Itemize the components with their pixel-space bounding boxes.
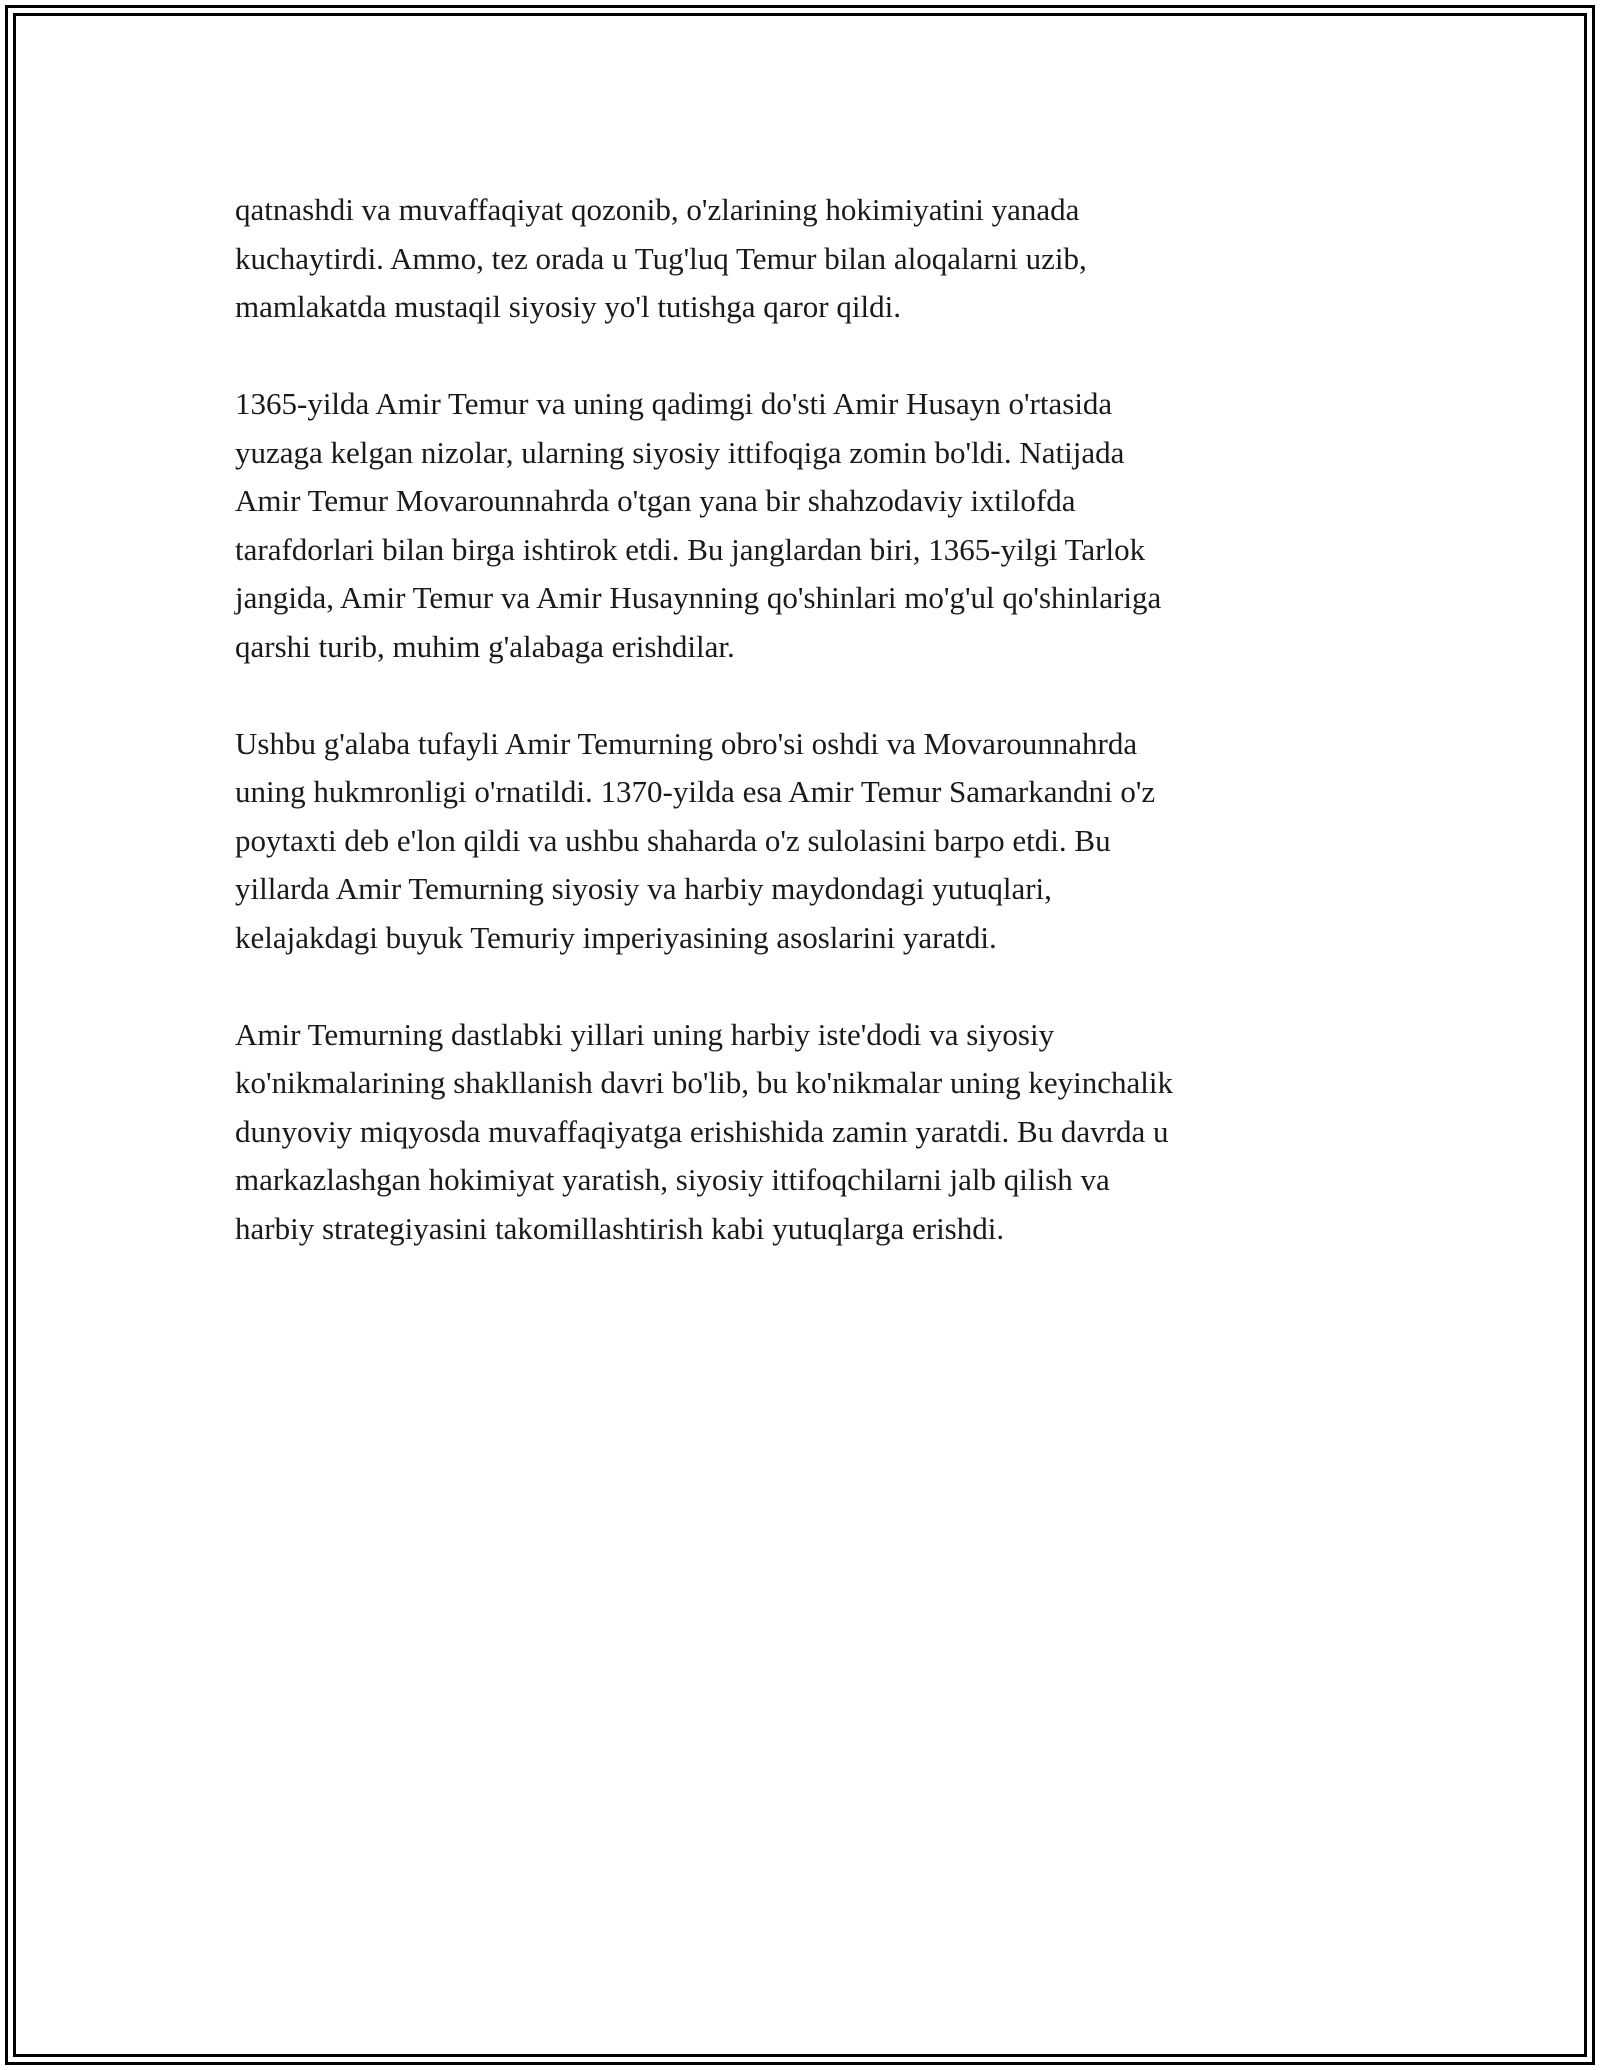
text-line: yuzaga kelgan nizolar, ularning siyosiy ittifoqiga zomin bo'ldi. Natijada: [235, 434, 1125, 470]
text-line: 1365-yilda Amir Temur va uning qadimgi do'sti Amir Husayn o'rtasida: [235, 386, 1113, 421]
text-line: harbiy strategiyasini takomillashtirish kabi yutuqlarga erishdi.: [235, 1210, 1005, 1246]
text-line: dunyoviy miqyosda muvaffaqiyatga erishishida zamin yaratdi. Bu davrda u: [235, 1113, 1169, 1149]
paragraph-2: [235, 380, 1365, 671]
text-line: Ushbu g'alaba tufayli Amir Temurning obro'si oshdi va Movarounnahrda: [235, 725, 1138, 761]
text-line: tarafdorlari bilan birga ishtirok etdi. Bu janglardan biri, 1365-yilgi Tarlok: [235, 531, 1146, 567]
text-line: qarshi turib, muhim g'alabaga erishdilar.: [235, 628, 735, 664]
text-line: ko'nikmalarining shakllanish davri bo'lib, bu ko'nikmalar uning keyinchalik: [235, 1065, 1173, 1100]
text-line: markazlashgan hokimiyat yaratish, siyosiy ittifoqchilarni jalb qilish va: [235, 1162, 1110, 1197]
paragraph-3: [235, 720, 1365, 963]
text-line: mamlakatda mustaqil siyosiy yo'l tutishga qaror qildi.: [235, 289, 901, 324]
text-line: qatnashdi va muvaffaqiyat qozonib, o'zlarining hokimiyatini yanada: [235, 192, 1080, 227]
text-line: kuchaytirdi. Ammo, tez orada u Tug'luq Temur bilan aloqalarni uzib,: [235, 240, 1087, 276]
text-line: Amir Temur Movarounnahrda o'tgan yana bir shahzodaviy ixtilofda: [235, 483, 1076, 518]
text-line: kelajakdagi buyuk Temuriy imperiyasining asoslarini yaratdi.: [235, 919, 997, 955]
text-line: uning hukmronligi o'rnatildi. 1370-yilda esa Amir Temur Samarkandni o'z: [235, 774, 1156, 809]
text-line: jangida, Amir Temur va Amir Husaynning qo'shinlari mo'g'ul qo'shinlariga: [235, 580, 1162, 615]
document-body: [235, 186, 1365, 1302]
text-line: Amir Temurning dastlabki yillari uning harbiy iste'dodi va siyosiy: [235, 1016, 1055, 1052]
paragraph-4: [235, 1011, 1365, 1254]
text-line: yillarda Amir Temurning siyosiy va harbiy maydondagi yutuqlari,: [235, 871, 1052, 906]
paragraph-1: [235, 186, 1365, 332]
text-line: poytaxti deb e'lon qildi va ushbu shaharda o'z sulolasini barpo etdi. Bu: [235, 822, 1111, 858]
